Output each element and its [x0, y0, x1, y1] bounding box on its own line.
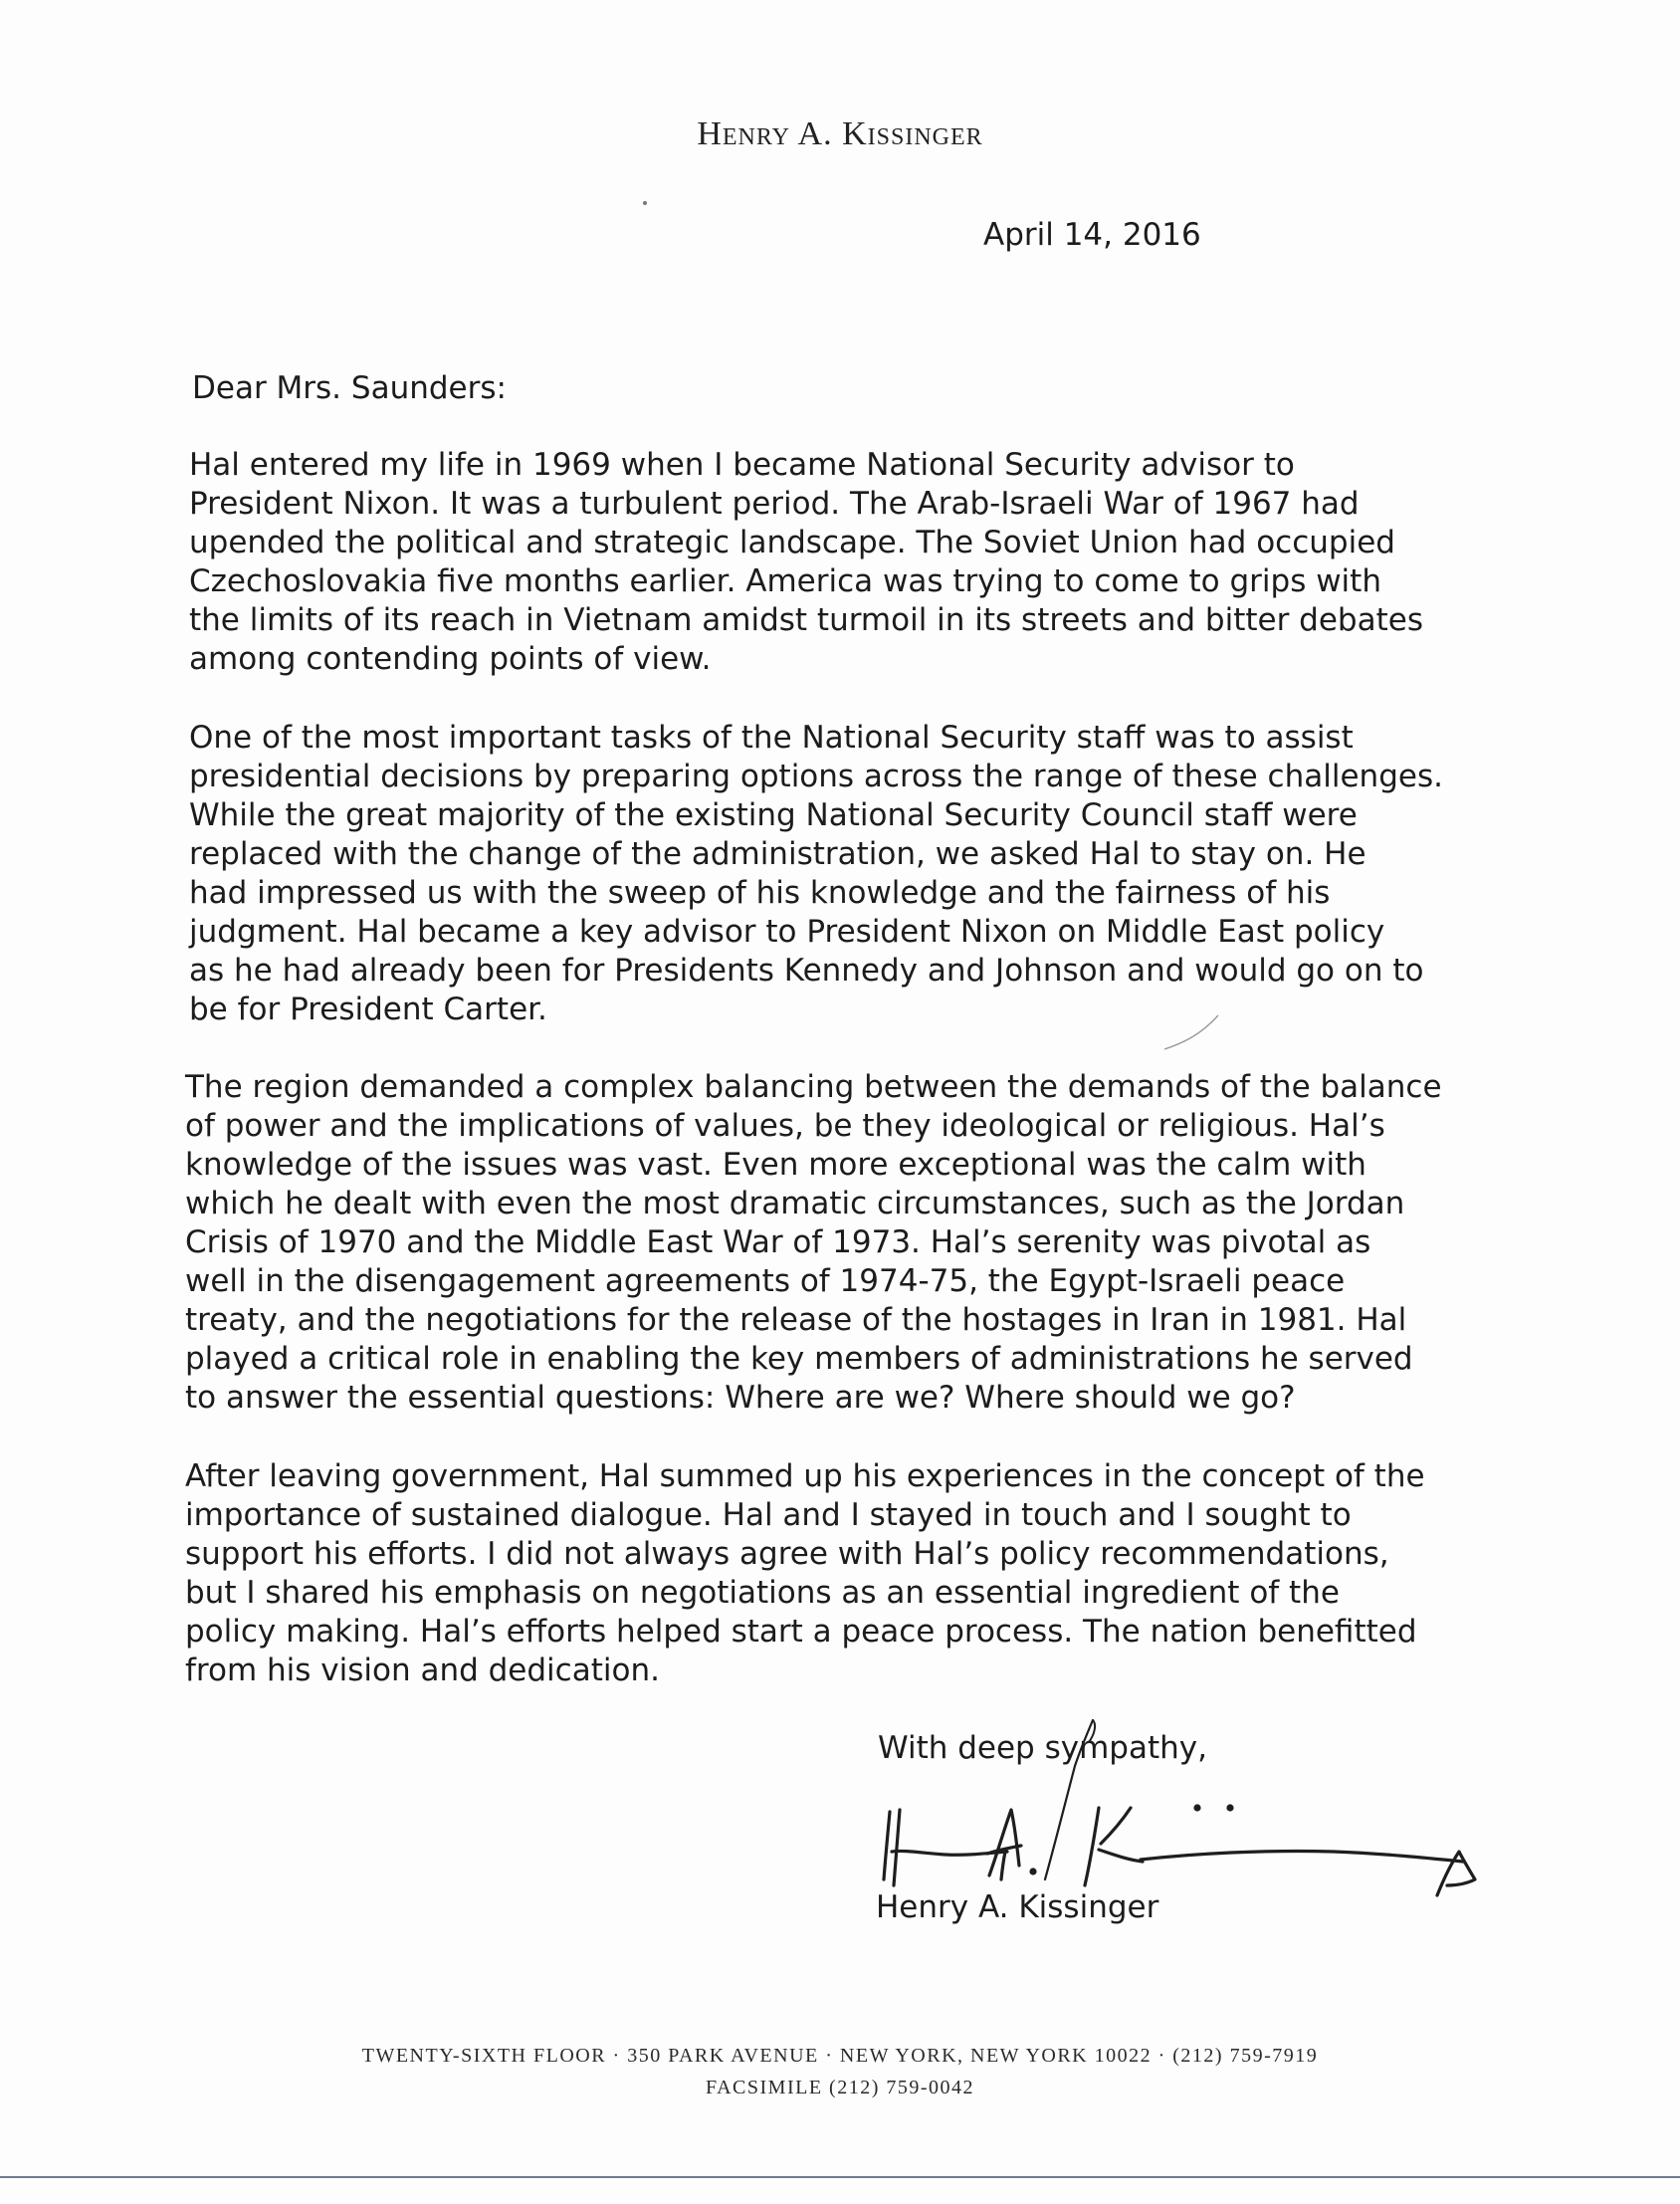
- paragraph-line: had impressed us with the sweep of his knowledge and the fairness of his: [189, 875, 1331, 911]
- paragraph-1: [189, 446, 1503, 679]
- signature-text: Henry A. Kissinger: [866, 1704, 874, 1705]
- salutation: Dear Mrs. Saunders:: [192, 370, 507, 406]
- footer-facsimile: FACSIMILE (212) 759-0042: [705, 2077, 975, 2098]
- paragraph-2: [189, 719, 1503, 1029]
- paragraph-line: One of the most important tasks of the National Security staff was to assist: [189, 720, 1354, 756]
- letter-date: April 14, 2016: [983, 217, 1201, 253]
- paragraph-line: the limits of its reach in Vietnam amidst turmoil in its streets and bitter debates: [189, 602, 1423, 638]
- paragraph-line: to answer the essential questions: Where are we? Where should we go?: [185, 1380, 1296, 1416]
- paragraph-line: importance of sustained dialogue. Hal and I stayed in touch and I sought to: [185, 1497, 1352, 1533]
- paragraph-line: be for President Carter.: [189, 992, 547, 1027]
- paragraph-line: Czechoslovakia five months earlier. America was trying to come to grips with: [189, 563, 1381, 599]
- paragraph-line: Crisis of 1970 and the Middle East War of 1973. Hal’s serenity was pivotal as: [185, 1224, 1371, 1260]
- paragraph-line: well in the disengagement agreements of 1974-75, the Egypt-Israeli peace: [185, 1263, 1346, 1299]
- paragraph-4: [185, 1457, 1499, 1690]
- signer-name: Henry A. Kissinger: [876, 1889, 1159, 1925]
- letterhead: Henry A. Kissinger: [697, 115, 983, 152]
- paragraph-line: replaced with the change of the administration, we asked Hal to stay on. He: [189, 836, 1366, 872]
- paragraph-line: knowledge of the issues was vast. Even more exceptional was the calm with: [185, 1147, 1366, 1183]
- paragraph-line: played a critical role in enabling the key members of administrations he served: [185, 1341, 1413, 1377]
- paragraph-line: from his vision and dedication.: [185, 1653, 660, 1688]
- paragraph-line: presidential decisions by preparing options across the range of these challenges.: [189, 759, 1443, 794]
- paragraph-line: upended the political and strategic landscape. The Soviet Union had occupied: [189, 525, 1395, 560]
- paragraph-line: which he dealt with even the most dramatic circumstances, such as the Jordan: [185, 1186, 1405, 1221]
- paragraph-line: judgment. Hal became a key advisor to President Nixon on Middle East policy: [189, 914, 1385, 950]
- paragraph-line: policy making. Hal’s efforts helped start a peace process. The nation benefitted: [185, 1614, 1417, 1650]
- closing: With deep sympathy,: [878, 1730, 1207, 1766]
- paragraph-line: After leaving government, Hal summed up his experiences in the concept of the: [185, 1458, 1425, 1494]
- paragraph-line: treaty, and the negotiations for the release of the hostages in Iran in 1981. Hal: [185, 1302, 1407, 1338]
- paragraph-3: [185, 1068, 1499, 1418]
- scan-speck: [643, 201, 647, 205]
- pen-stroke-mark: [1162, 1013, 1222, 1053]
- footer-address: TWENTY-SIXTH FLOOR · 350 PARK AVENUE · NEW YORK, NEW YORK 10022 · (212) 759-7919: [361, 2045, 1319, 2067]
- scan-bottom-edge: [0, 2176, 1680, 2178]
- paragraph-line: The region demanded a complex balancing between the demands of the balance: [185, 1069, 1442, 1105]
- paragraph-line: support his efforts. I did not always agree with Hal’s policy recommendations,: [185, 1536, 1389, 1572]
- paragraph-line: Hal entered my life in 1969 when I became National Security advisor to: [189, 447, 1295, 483]
- paragraph-line: among contending points of view.: [189, 641, 712, 677]
- paragraph-line: as he had already been for Presidents Kennedy and Johnson and would go on to: [189, 953, 1424, 989]
- paragraph-line: but I shared his emphasis on negotiations as an essential ingredient of the: [185, 1575, 1340, 1611]
- paragraph-line: President Nixon. It was a turbulent period. The Arab-Israeli War of 1967 had: [189, 486, 1360, 522]
- paragraph-line: of power and the implications of values, be they ideological or religious. Hal’s: [185, 1108, 1385, 1144]
- paragraph-line: While the great majority of the existing National Security Council staff were: [189, 797, 1358, 833]
